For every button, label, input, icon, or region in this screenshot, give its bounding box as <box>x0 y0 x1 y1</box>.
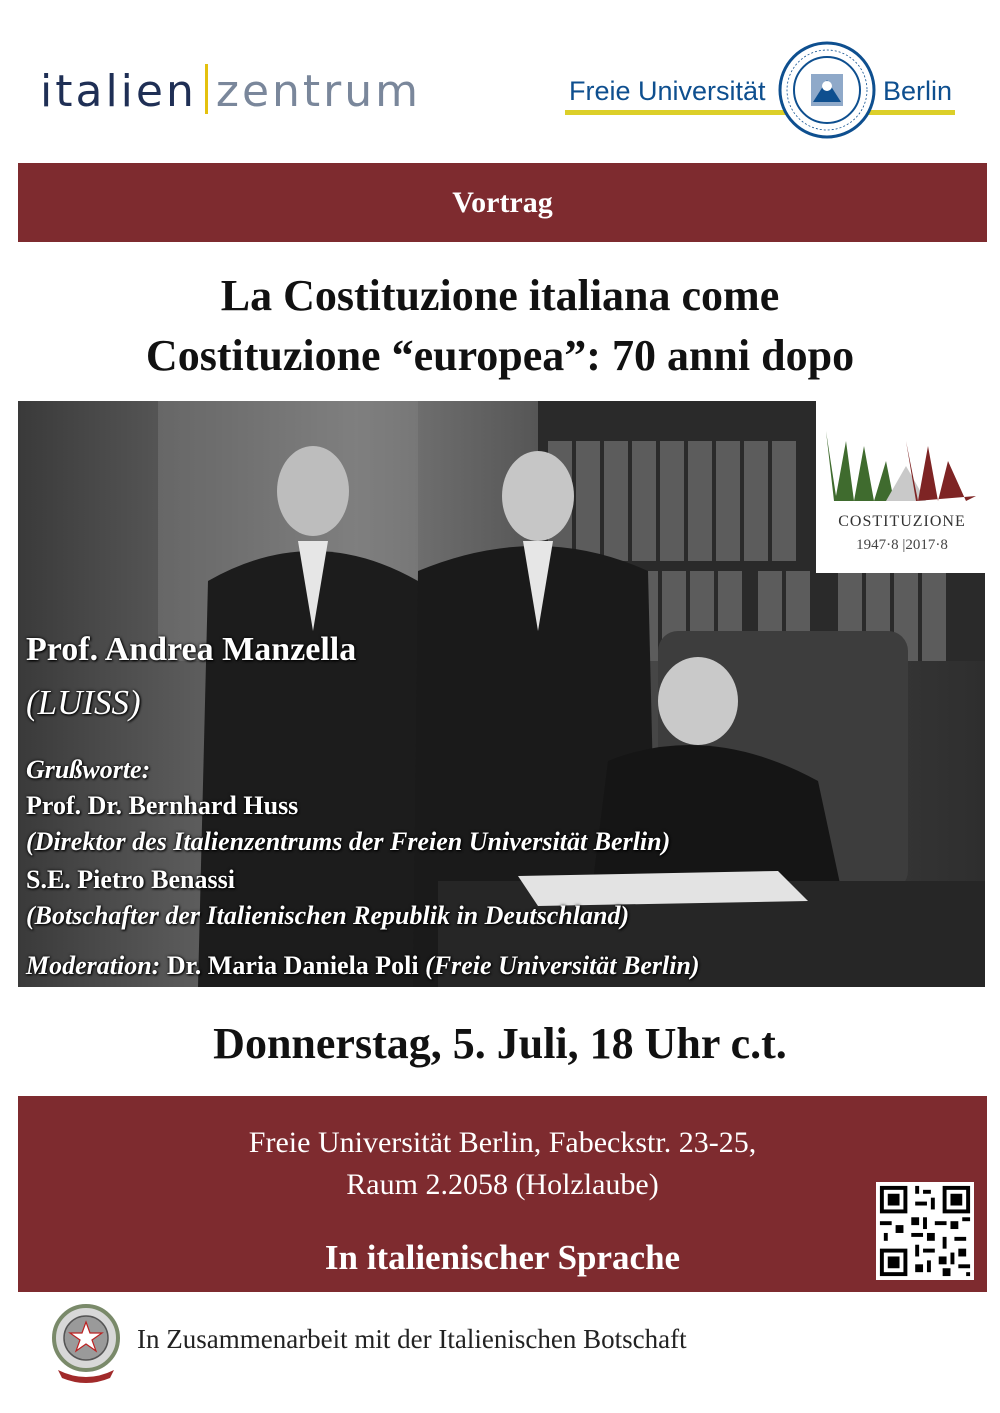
fu-underline <box>565 110 955 115</box>
venue-line2: Raum 2.2058 (Holzlaube) <box>346 1168 659 1201</box>
fu-name-left: Freie Universität <box>569 76 766 106</box>
speaker-affiliation: (LUISS) <box>26 683 141 722</box>
event-title-line2: Costituzione “europea”: 70 anni dopo <box>145 331 855 380</box>
speaker-name: Prof. Andrea Manzella <box>26 631 357 668</box>
event-type-banner <box>18 163 987 242</box>
costituzione-anniversary-logo <box>816 401 985 573</box>
fu-seal-icon <box>777 40 877 140</box>
flag-brushstroke-icon <box>816 401 985 511</box>
venue-banner <box>18 1096 987 1292</box>
fu-berlin-logo <box>565 40 960 150</box>
event-title-line1: La Costituzione italiana come <box>220 271 780 320</box>
venue-line1: Freie Universität Berlin, Fabeckstr. 23-25, <box>248 1126 757 1159</box>
greeter1-role: (Direktor des Italienzentrums der Freien Universität Berlin) <box>26 827 671 856</box>
fu-name-right: Berlin <box>883 76 953 106</box>
greeter2-role: (Botschafter der Italienischen Republik in Deutschland) <box>26 901 630 930</box>
event-date-time: Donnerstag, 5. Juli, 18 Uhr c.t. <box>213 1019 787 1068</box>
event-language: In italienischer Sprache <box>324 1238 681 1277</box>
logo-divider <box>205 64 208 114</box>
moderation-line <box>26 951 700 981</box>
anniversary-logo-years: 1947·8 |2017·8 <box>856 537 948 553</box>
greeter2-name: S.E. Pietro Benassi <box>26 865 235 894</box>
greeter1-name: Prof. Dr. Bernhard Huss <box>26 791 299 820</box>
anniversary-logo-name: COSTITUZIONE <box>838 513 966 530</box>
greetings-heading: Grußworte: <box>26 755 151 784</box>
logo-text-italien: italien <box>40 66 197 117</box>
moderator-name: Dr. Maria Daniela Poli <box>166 951 419 980</box>
cooperation-note: In Zusammenarbeit mit der Italienischen Botschaft <box>137 1324 687 1354</box>
event-type: Vortrag <box>452 186 553 219</box>
moderator-affiliation: (Freie Universität Berlin) <box>425 951 700 980</box>
italian-republic-emblem-icon <box>50 1300 122 1384</box>
moderation-label: Moderation: <box>26 951 161 980</box>
logo-text-zentrum: zentrum <box>215 66 422 117</box>
qr-code-icon[interactable] <box>876 1182 974 1280</box>
italienzentrum-logo <box>40 64 421 117</box>
historic-photo <box>18 401 985 987</box>
